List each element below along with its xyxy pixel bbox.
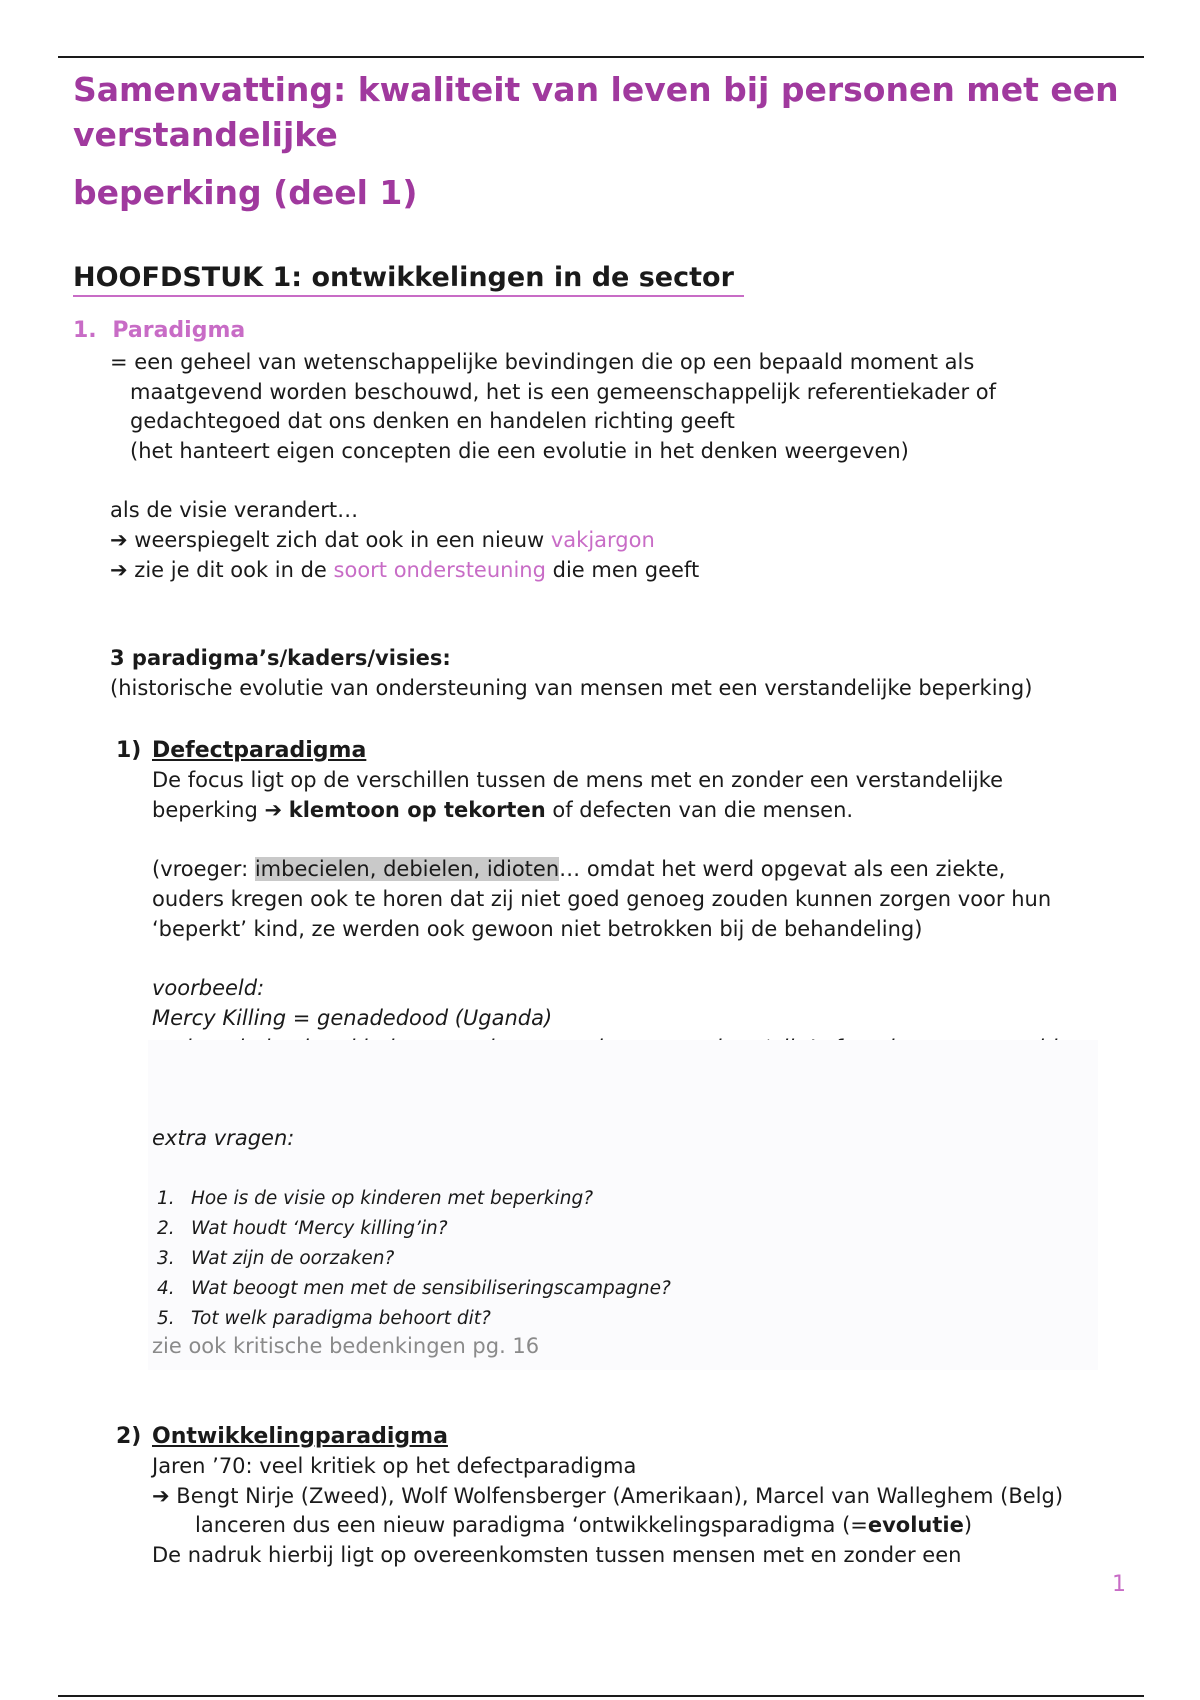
paradigms-heading: 3 paradigma’s/kaders/visies: [110,646,451,670]
question-item: 2. Wat houdt ‘Mercy killing’in? [157,1218,448,1239]
ontwikkeling-heading: Ontwikkelingparadigma [152,1424,448,1449]
document-title-line3: beperking (deel 1) [73,173,418,212]
ondersteuning-highlight: soort ondersteuning [333,558,546,582]
vision-arrow-line1: ➔ weerspiegelt zich dat ook in een nieuw vakjargon [110,528,655,552]
defect-line1: De focus ligt op de verschillen tussen de mens met en zonder een verstandelijke [152,768,1004,792]
section-title: Paradigma [112,318,246,343]
question-item: 3. Wat zijn de oorzaken? [157,1248,395,1269]
document-title-line1: Samenvatting: kwaliteit van leven bij personen met een [73,70,1119,109]
example-line1: Mercy Killing = genadedood (Uganda) [152,1006,553,1030]
vroeger-line1: (vroeger: imbecielen, debielen, idioten… omdat het werd opgevat als een ziekte, [152,857,1006,881]
evolutie-bold: evolutie [867,1513,964,1537]
definition-line1: = een geheel van wetenschappelijke bevindingen die op een bepaald moment als [110,350,975,374]
ontwikkeling-line3: lanceren dus een nieuw paradigma ‘ontwikkelingsparadigma (=evolutie) [195,1513,973,1537]
definition-line2: maatgevend worden beschouwd, het is een gemeenschappelijk referentiekader of [130,380,997,404]
vroeger-line2: ouders kregen ook te horen dat zij niet goed genoeg zouden kunnen zorgen voor hun [152,887,1052,911]
historic-terms-highlight: imbecielen, debielen, idioten [254,857,560,881]
ontwikkeling-line1: Jaren ’70: veel kritiek op het defectparadigma [152,1454,637,1478]
defect-number: 1) [116,738,142,763]
page-number: 1 [1112,1572,1126,1597]
ontwikkeling-number: 2) [116,1424,142,1449]
see-also-note: zie ook kritische bedenkingen pg. 16 [152,1334,540,1358]
ontwikkeling-line4: De nadruk hierbij ligt op overeenkomsten tussen mensen met en zonder een [152,1543,962,1567]
vision-arrow-line2: ➔ zie je dit ook in de soort ondersteuning die men geeft [110,558,700,582]
klemtoon-bold: klemtoon op tekorten [288,798,546,822]
definition-line3: gedachtegoed dat ons denken en handelen richting geeft [130,409,735,433]
paradigms-subheading: (historische evolutie van ondersteuning van mensen met een verstandelijke beperking) [110,676,1033,700]
definition-line4: (het hanteert eigen concepten die een evolutie in het denken weergeven) [130,439,909,463]
vakjargon-highlight: vakjargon [550,528,655,552]
example-label: voorbeeld: [152,976,265,1000]
defect-line2: beperking ➔ klemtoon op tekorten of defecten van die mensen. [152,798,854,822]
arrow-icon: ➔ [264,798,283,822]
arrow-icon: ➔ [152,1484,170,1508]
top-rule [58,56,1144,58]
question-item: 5. Tot welk paradigma behoort dit? [157,1308,491,1329]
arrow-icon: ➔ [110,528,128,552]
question-item: 1. Hoe is de visie op kinderen met beperking? [157,1188,594,1209]
bottom-rule [58,1695,1144,1697]
question-item: 4. Wat beoogt men met de sensibiliseringscampagne? [157,1278,671,1299]
vroeger-line3: ‘beperkt’ kind, ze werden ook gewoon niet betrokken bij de behandeling) [152,917,923,941]
section-number: 1. [73,318,97,343]
document-title-line2: verstandelijke [73,115,338,154]
vision-intro: als de visie verandert… [110,498,359,522]
extra-questions-label: extra vragen: [152,1126,295,1150]
section-heading [73,318,245,343]
ontwikkeling-line2: ➔ Bengt Nirje (Zweed), Wolf Wolfensberger (Amerikaan), Marcel van Walleghem (Belg) [152,1484,1064,1508]
arrow-icon: ➔ [110,558,128,582]
chapter-heading: HOOFDSTUK 1: ontwikkelingen in de sector [73,262,744,297]
defect-heading: Defectparadigma [152,738,367,763]
